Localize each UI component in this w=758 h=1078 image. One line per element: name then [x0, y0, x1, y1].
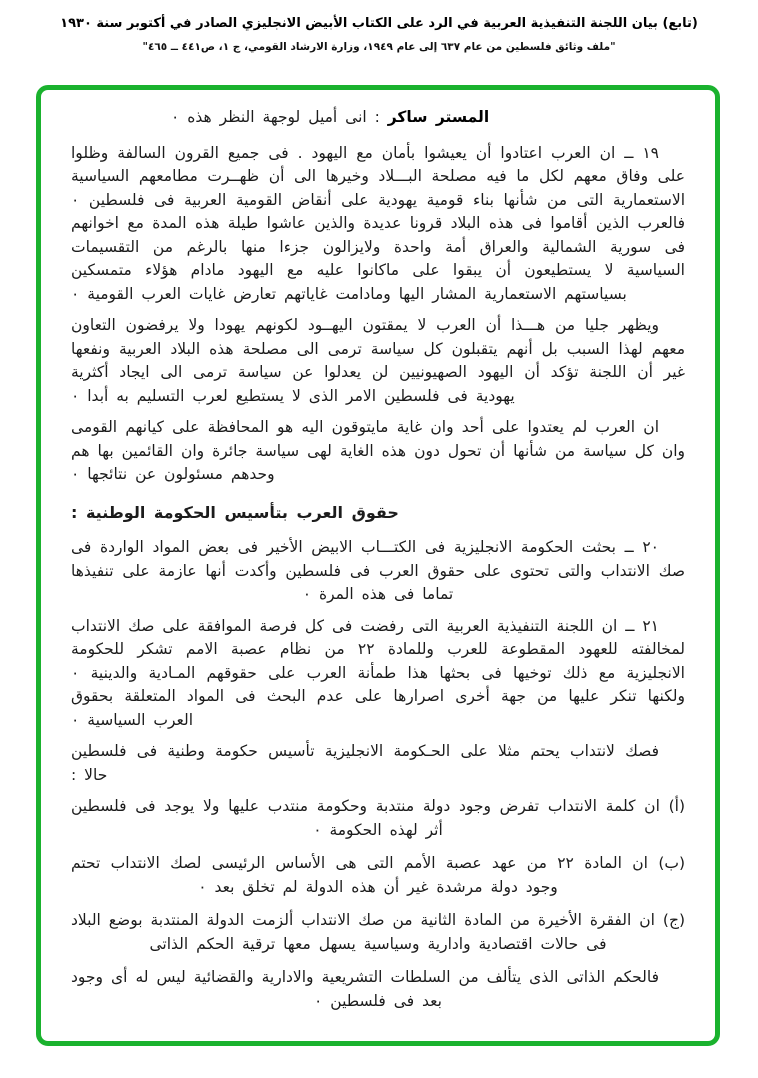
list-item-b — [71, 852, 685, 899]
list-item-a — [71, 795, 685, 842]
page-title: (تابع) بيان اللجنة التنفيذية العربية في الرد على الكتاب الأبيض الانجليزي الصادر في أكتوبر سنة ١٩٣٠ — [60, 16, 698, 31]
speaker-name: المستر ساكر — [387, 108, 490, 126]
opener-line — [71, 106, 685, 130]
paragraph-no-aggression: ان العرب لم يعتدوا على أحد وان غاية مايتوقون اليه هو المحافظة على كيانهم القومى وان كل سياسة من شأنها أن تحول دون هذه الغاية لهى سياسة جائرة وان القائمين بها هم وحدهم مسئولون عن نتائجها ٠ — [71, 418, 685, 483]
closing-paragraph: فالحكم الذاتى الذى يتألف من السلطات التشريعية والادارية والقضائية ليس له أى وجود بعد فى فلسطين ٠ — [71, 968, 659, 1010]
item-text-j: ان الفقرة الأخيرة من المادة الثانية من صك الانتداب ألزمت الدولة المنتدبة بوضع البلاد فى حالات اقتصادية وادارية وسياسية يسهل معها ترقية الحكم الذاتى — [71, 911, 655, 953]
item-label-a: (أ) — [668, 797, 685, 815]
item-label-b: (ب) — [658, 854, 686, 872]
paragraph-19: ١٩ ــ ان العرب اعتادوا أن يعيشوا بأمان مع اليهود . فى جميع القرون السالفة وظلوا على وفاق معهم لكل ما فيه مصلحة البـــلاد وخيرها الى أن ظهــرت مطامعهم السياسية الاستعمارية التى من شأنها بناء قومية يهودية على أنقاض القومية العربية فى فلسطين ٠ فالعرب الذين أقاموا فى هذه البلاد قرونا عديدة والذين عاشوا طيلة هذه المدة مع اخوانهم فى سورية الشمالية والعراق أمة واحدة ولايزالون جزءا منها بالرغم من التقسيمات السياسية لا يستطيعون أن يبقوا على ماكانوا عليه مع اليهود مادام هؤلاء متمسكين بسياستهم الاستعمارية المشار اليها ومادامت غاياتهم تعارض غايات العرب القومية ٠ — [71, 143, 685, 303]
opener-text: : انى أميل لوجهة النظر هذه ٠ — [171, 108, 388, 126]
document-frame — [36, 85, 720, 1046]
paragraph-mandate-deed: فصك لانتداب يحتم مثلا على الحـكومة الانجليزية تأسيس حكومة وطنية فى فلسطين حالا : — [71, 742, 659, 784]
document-header — [0, 0, 758, 53]
item-text-a: ان كلمة الانتداب تفرض وجود دولة منتدبة وحكومة منتدب عليها ولا يوجد فى فلسطين أثر لهذه الحكومة ٠ — [71, 797, 660, 839]
item-label-j: (ج) — [662, 911, 685, 929]
paragraph-21: ٢١ ــ ان اللجنة التنفيذية العربية التى رفضت فى كل فرصة الموافقة على صك الانتداب لمخالفته للعهود المقطوعة للعرب وللمادة ٢٢ من نظام عصبة الامم تشكر للحكومة الانجليزية مع ذلك توخيها فى بحثها هذا طمأنة العرب على حقوقهم المـادية والدينية ٠ ولكنها تنكر عليها من جهة أخرى اصرارها على عدم البحث فى المواد المتعلقة بحقوق العرب السياسية ٠ — [71, 616, 685, 729]
paragraph-20: ٢٠ ــ بحثت الحكومة الانجليزية فى الكتـــاب الابيض الأخير فى بعض المواد الواردة فى صك الانتداب والتى تحتوى على حقوق العرب فى فلسطين وأكدت أنها عازمة على تنفيذها تماما فى هذه المرة ٠ — [71, 538, 685, 603]
list-item-j — [71, 909, 685, 956]
section-heading: حقوق العرب بتأسيس الحكومة الوطنية : — [71, 502, 399, 522]
paragraph-views: ويظهر جليا من هـــذا أن العرب لا يمقتون اليهــود لكونهم يهودا ولا يرفضون التعاون معهم لهذا السبب بل أنهم يتقبلون كل سياسة ترمى الى مصلحة هذه البلاد العربية ونفعها غير أن اللجنة تؤكد أن اليهود الصهيونيين لن يعدلوا عن سياسة ترمى الى ايجاد أكثرية يهودية فى فلسطين الامر الذى لا يستطيع لعرب التسليم به أبدا ٠ — [71, 316, 685, 405]
source-citation: "ملف وثائق فلسطين من عام ٦٣٧ إلى عام ١٩٤٩، وزارة الارشاد القومي، ج ١، ص٤٤١ ــ ٤٦٥" — [142, 41, 616, 53]
item-text-b: ان المادة ٢٢ من عهد عصبة الأمم التى هى الأساس الرئيسى لصك الانتداب تحتم وجود دولة مرشدة غير أن هذه الدولة لم تخلق بعد ٠ — [71, 854, 648, 896]
